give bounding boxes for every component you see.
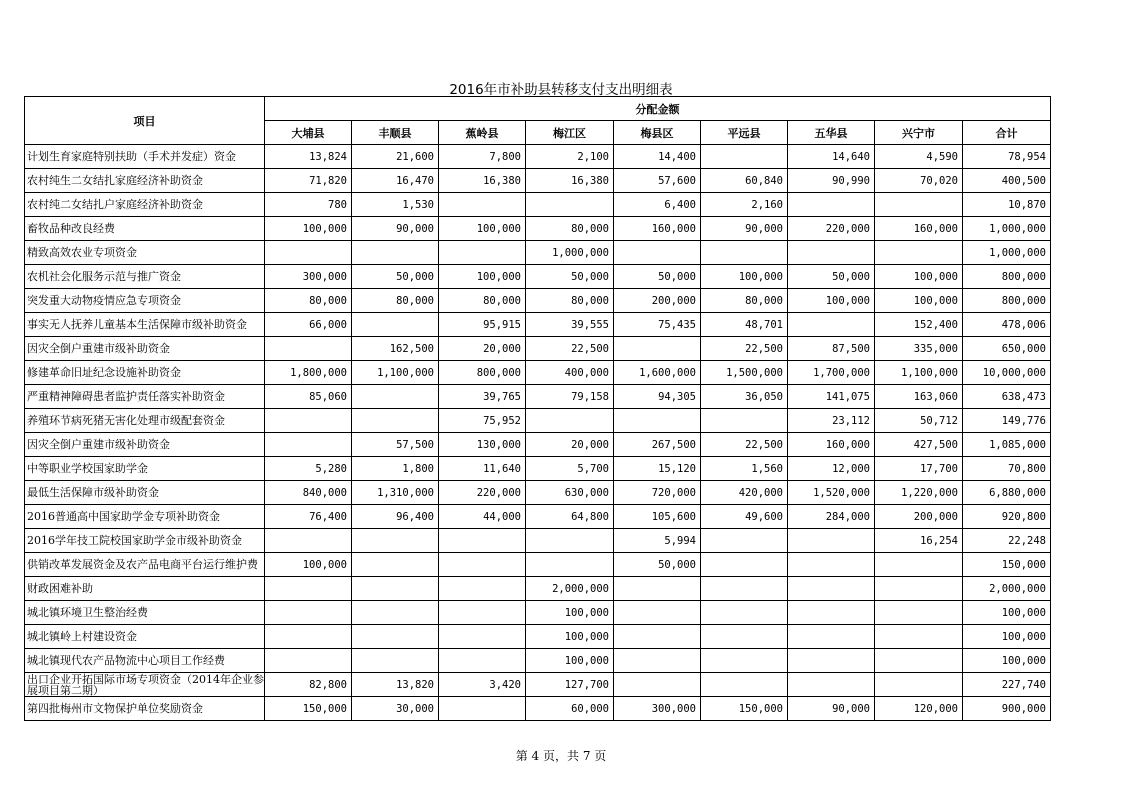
amount-cell: 400,500 <box>963 169 1051 193</box>
amount-cell <box>788 313 875 337</box>
amount-cell <box>701 577 788 601</box>
amount-cell: 100,000 <box>875 265 963 289</box>
amount-cell: 284,000 <box>788 505 875 529</box>
amount-cell: 80,000 <box>265 289 352 313</box>
row-item-name: 农村纯生二女结扎家庭经济补助资金 <box>25 169 265 193</box>
amount-cell: 15,120 <box>614 457 701 481</box>
amount-cell <box>875 601 963 625</box>
amount-cell <box>701 529 788 553</box>
amount-cell <box>439 553 526 577</box>
amount-cell: 75,952 <box>439 409 526 433</box>
amount-cell: 2,100 <box>526 145 614 169</box>
amount-cell: 1,800,000 <box>265 361 352 385</box>
amount-cell: 5,994 <box>614 529 701 553</box>
page-title: 2016年市补助县转移支付支出明细表 <box>449 82 673 98</box>
amount-cell: 127,700 <box>526 673 614 697</box>
table-row <box>25 673 1051 697</box>
amount-cell: 39,765 <box>439 385 526 409</box>
table-row <box>25 625 1051 649</box>
column-header: 兴宁市 <box>875 121 963 145</box>
amount-cell: 900,000 <box>963 697 1051 721</box>
table-row <box>25 289 1051 313</box>
row-item-name: 事实无人抚养儿童基本生活保障市级补助资金 <box>25 313 265 337</box>
amount-cell <box>439 193 526 217</box>
amount-cell: 1,600,000 <box>614 361 701 385</box>
table-row <box>25 457 1051 481</box>
amount-cell: 105,600 <box>614 505 701 529</box>
amount-cell <box>875 193 963 217</box>
amount-cell <box>439 625 526 649</box>
amount-cell: 100,000 <box>701 265 788 289</box>
amount-cell: 100,000 <box>439 265 526 289</box>
row-item-name: 中等职业学校国家助学金 <box>25 457 265 481</box>
table-row <box>25 313 1051 337</box>
table-row <box>25 481 1051 505</box>
amount-cell: 48,701 <box>701 313 788 337</box>
amount-cell: 50,000 <box>526 265 614 289</box>
table-row <box>25 145 1051 169</box>
amount-cell: 100,000 <box>963 625 1051 649</box>
amount-cell: 335,000 <box>875 337 963 361</box>
amount-cell: 1,700,000 <box>788 361 875 385</box>
amount-cell <box>875 625 963 649</box>
column-header: 蕉岭县 <box>439 121 526 145</box>
table-row <box>25 577 1051 601</box>
amount-cell: 22,248 <box>963 529 1051 553</box>
amount-cell <box>875 553 963 577</box>
amount-cell <box>701 553 788 577</box>
row-item-name: 农村纯二女结扎户家庭经济补助资金 <box>25 193 265 217</box>
column-header: 五华县 <box>788 121 875 145</box>
amount-cell: 70,020 <box>875 169 963 193</box>
table-row <box>25 505 1051 529</box>
row-item-name: 财政困难补助 <box>25 577 265 601</box>
amount-cell <box>526 529 614 553</box>
amount-cell: 7,800 <box>439 145 526 169</box>
row-item-name: 出口企业开拓国际市场专项资金（2014年企业参展项目第二期） <box>25 673 265 697</box>
amount-cell: 95,915 <box>439 313 526 337</box>
amount-cell: 1,520,000 <box>788 481 875 505</box>
amount-cell: 50,000 <box>614 265 701 289</box>
amount-cell: 100,000 <box>526 625 614 649</box>
amount-cell: 80,000 <box>352 289 439 313</box>
amount-cell: 1,000,000 <box>526 241 614 265</box>
row-item-name: 2016普通高中国家助学金专项补助资金 <box>25 505 265 529</box>
amount-cell: 22,500 <box>701 433 788 457</box>
amount-cell: 16,380 <box>439 169 526 193</box>
amount-cell <box>352 529 439 553</box>
amount-cell <box>614 649 701 673</box>
amount-cell: 16,470 <box>352 169 439 193</box>
amount-cell <box>439 529 526 553</box>
amount-cell: 76,400 <box>265 505 352 529</box>
amount-cell: 100,000 <box>526 601 614 625</box>
amount-cell: 160,000 <box>614 217 701 241</box>
amount-cell <box>352 601 439 625</box>
amount-cell: 30,000 <box>352 697 439 721</box>
amount-cell: 12,000 <box>788 457 875 481</box>
table-row <box>25 337 1051 361</box>
amount-cell <box>614 241 701 265</box>
amount-cell: 49,600 <box>701 505 788 529</box>
allocation-header: 分配金额 <box>265 97 1051 121</box>
amount-cell <box>439 697 526 721</box>
amount-cell: 2,160 <box>701 193 788 217</box>
row-item-name: 计划生育家庭特别扶助（手术并发症）资金 <box>25 145 265 169</box>
amount-cell <box>439 577 526 601</box>
table-row <box>25 697 1051 721</box>
row-item-name: 城北镇现代农产品物流中心项目工作经费 <box>25 649 265 673</box>
amount-cell: 90,000 <box>788 697 875 721</box>
amount-cell: 780 <box>265 193 352 217</box>
amount-cell: 800,000 <box>963 289 1051 313</box>
amount-cell <box>875 241 963 265</box>
amount-cell: 90,990 <box>788 169 875 193</box>
amount-cell: 75,435 <box>614 313 701 337</box>
amount-cell: 120,000 <box>875 697 963 721</box>
amount-cell: 36,050 <box>701 385 788 409</box>
amount-cell: 80,000 <box>439 289 526 313</box>
amount-cell: 427,500 <box>875 433 963 457</box>
table-row <box>25 217 1051 241</box>
row-item-name: 严重精神障碍患者监护责任落实补助资金 <box>25 385 265 409</box>
amount-cell: 267,500 <box>614 433 701 457</box>
amount-cell <box>265 601 352 625</box>
amount-cell: 64,800 <box>526 505 614 529</box>
amount-cell <box>526 553 614 577</box>
row-item-name: 最低生活保障市级补助资金 <box>25 481 265 505</box>
amount-cell <box>352 577 439 601</box>
amount-cell <box>352 625 439 649</box>
amount-cell: 50,000 <box>614 553 701 577</box>
amount-cell <box>265 577 352 601</box>
table-row <box>25 409 1051 433</box>
amount-cell: 14,640 <box>788 145 875 169</box>
amount-cell <box>788 553 875 577</box>
column-header: 合计 <box>963 121 1051 145</box>
amount-cell: 5,280 <box>265 457 352 481</box>
amount-cell: 78,954 <box>963 145 1051 169</box>
table-row <box>25 601 1051 625</box>
amount-cell <box>614 625 701 649</box>
amount-cell <box>439 241 526 265</box>
amount-cell: 90,000 <box>352 217 439 241</box>
row-item-name: 供销改革发展资金及农产品电商平台运行维护费 <box>25 553 265 577</box>
detail-table <box>24 96 1051 721</box>
amount-cell: 39,555 <box>526 313 614 337</box>
amount-cell: 21,600 <box>352 145 439 169</box>
amount-cell: 60,000 <box>526 697 614 721</box>
table-row <box>25 529 1051 553</box>
amount-cell: 840,000 <box>265 481 352 505</box>
row-item-name: 因灾全倒户重建市级补助资金 <box>25 337 265 361</box>
amount-cell: 14,400 <box>614 145 701 169</box>
row-item-name: 第四批梅州市文物保护单位奖励资金 <box>25 697 265 721</box>
amount-cell: 227,740 <box>963 673 1051 697</box>
amount-cell: 87,500 <box>788 337 875 361</box>
amount-cell: 100,000 <box>963 601 1051 625</box>
amount-cell <box>265 337 352 361</box>
row-item-name: 养殖环节病死猪无害化处理市级配套资金 <box>25 409 265 433</box>
amount-cell <box>439 649 526 673</box>
amount-cell <box>614 337 701 361</box>
row-item-name: 2016学年技工院校国家助学金市级补助资金 <box>25 529 265 553</box>
table-row <box>25 649 1051 673</box>
amount-cell: 1,100,000 <box>875 361 963 385</box>
amount-cell: 20,000 <box>439 337 526 361</box>
amount-cell: 1,085,000 <box>963 433 1051 457</box>
amount-cell: 200,000 <box>614 289 701 313</box>
amount-cell: 150,000 <box>701 697 788 721</box>
amount-cell: 57,500 <box>352 433 439 457</box>
amount-cell: 50,000 <box>352 265 439 289</box>
amount-cell <box>875 577 963 601</box>
amount-cell: 50,712 <box>875 409 963 433</box>
amount-cell <box>701 625 788 649</box>
amount-cell: 16,254 <box>875 529 963 553</box>
amount-cell: 220,000 <box>439 481 526 505</box>
amount-cell <box>265 433 352 457</box>
amount-cell: 96,400 <box>352 505 439 529</box>
table-row <box>25 193 1051 217</box>
amount-cell: 162,500 <box>352 337 439 361</box>
amount-cell: 720,000 <box>614 481 701 505</box>
table-row <box>25 553 1051 577</box>
amount-cell: 152,400 <box>875 313 963 337</box>
amount-cell: 400,000 <box>526 361 614 385</box>
table-row <box>25 433 1051 457</box>
amount-cell: 1,000,000 <box>963 241 1051 265</box>
amount-cell <box>788 577 875 601</box>
column-header: 平远县 <box>701 121 788 145</box>
amount-cell: 80,000 <box>701 289 788 313</box>
row-item-name: 农机社会化服务示范与推广资金 <box>25 265 265 289</box>
amount-cell: 13,824 <box>265 145 352 169</box>
amount-cell: 2,000,000 <box>526 577 614 601</box>
amount-cell: 1,220,000 <box>875 481 963 505</box>
amount-cell: 100,000 <box>439 217 526 241</box>
amount-cell: 2,000,000 <box>963 577 1051 601</box>
amount-cell <box>788 241 875 265</box>
amount-cell: 20,000 <box>526 433 614 457</box>
amount-cell <box>526 409 614 433</box>
amount-cell: 5,700 <box>526 457 614 481</box>
amount-cell: 100,000 <box>788 289 875 313</box>
amount-cell <box>352 409 439 433</box>
amount-cell: 100,000 <box>963 649 1051 673</box>
amount-cell <box>614 673 701 697</box>
page-footer: 第 4 页，共 7 页 <box>515 749 607 763</box>
amount-cell: 23,112 <box>788 409 875 433</box>
amount-cell: 79,158 <box>526 385 614 409</box>
table-row <box>25 361 1051 385</box>
amount-cell: 71,820 <box>265 169 352 193</box>
amount-cell <box>352 649 439 673</box>
table-row <box>25 169 1051 193</box>
amount-cell: 66,000 <box>265 313 352 337</box>
amount-cell: 1,530 <box>352 193 439 217</box>
row-item-name: 城北镇环境卫生整治经费 <box>25 601 265 625</box>
amount-cell <box>352 553 439 577</box>
amount-cell: 141,075 <box>788 385 875 409</box>
amount-cell <box>701 673 788 697</box>
amount-cell: 60,840 <box>701 169 788 193</box>
amount-cell: 149,776 <box>963 409 1051 433</box>
amount-cell: 630,000 <box>526 481 614 505</box>
table-row <box>25 385 1051 409</box>
amount-cell: 160,000 <box>875 217 963 241</box>
amount-cell: 6,880,000 <box>963 481 1051 505</box>
amount-cell <box>352 241 439 265</box>
amount-cell <box>701 241 788 265</box>
amount-cell: 94,305 <box>614 385 701 409</box>
amount-cell: 1,100,000 <box>352 361 439 385</box>
amount-cell <box>701 145 788 169</box>
amount-cell <box>352 313 439 337</box>
amount-cell: 4,590 <box>875 145 963 169</box>
amount-cell: 16,380 <box>526 169 614 193</box>
amount-cell: 17,700 <box>875 457 963 481</box>
amount-cell: 22,500 <box>701 337 788 361</box>
amount-cell <box>265 241 352 265</box>
amount-cell: 57,600 <box>614 169 701 193</box>
amount-cell: 70,800 <box>963 457 1051 481</box>
amount-cell: 1,310,000 <box>352 481 439 505</box>
column-header: 丰顺县 <box>352 121 439 145</box>
amount-cell: 1,800 <box>352 457 439 481</box>
amount-cell: 150,000 <box>265 697 352 721</box>
amount-cell: 10,000,000 <box>963 361 1051 385</box>
row-item-name: 城北镇岭上村建设资金 <box>25 625 265 649</box>
amount-cell <box>439 601 526 625</box>
amount-cell: 90,000 <box>701 217 788 241</box>
table-row <box>25 241 1051 265</box>
amount-cell <box>788 625 875 649</box>
amount-cell: 163,060 <box>875 385 963 409</box>
amount-cell <box>701 409 788 433</box>
amount-cell <box>788 649 875 673</box>
amount-cell <box>614 577 701 601</box>
amount-cell <box>701 601 788 625</box>
column-header: 梅江区 <box>526 121 614 145</box>
amount-cell: 800,000 <box>439 361 526 385</box>
amount-cell: 100,000 <box>875 289 963 313</box>
amount-cell: 80,000 <box>526 217 614 241</box>
amount-cell <box>875 649 963 673</box>
amount-cell: 100,000 <box>526 649 614 673</box>
amount-cell: 160,000 <box>788 433 875 457</box>
amount-cell: 85,060 <box>265 385 352 409</box>
amount-cell <box>526 193 614 217</box>
amount-cell <box>265 649 352 673</box>
amount-cell <box>875 673 963 697</box>
item-header: 项目 <box>25 97 265 145</box>
amount-cell <box>788 601 875 625</box>
amount-cell: 82,800 <box>265 673 352 697</box>
amount-cell: 420,000 <box>701 481 788 505</box>
amount-cell: 1,500,000 <box>701 361 788 385</box>
row-item-name: 修建革命旧址纪念设施补助资金 <box>25 361 265 385</box>
amount-cell: 100,000 <box>265 553 352 577</box>
amount-cell: 100,000 <box>265 217 352 241</box>
amount-cell: 920,800 <box>963 505 1051 529</box>
amount-cell: 6,400 <box>614 193 701 217</box>
amount-cell: 13,820 <box>352 673 439 697</box>
amount-cell <box>788 673 875 697</box>
amount-cell <box>614 601 701 625</box>
amount-cell: 130,000 <box>439 433 526 457</box>
amount-cell <box>701 649 788 673</box>
column-header: 大埔县 <box>265 121 352 145</box>
row-item-name: 精致高效农业专项资金 <box>25 241 265 265</box>
amount-cell: 478,006 <box>963 313 1051 337</box>
amount-cell: 44,000 <box>439 505 526 529</box>
amount-cell: 300,000 <box>265 265 352 289</box>
amount-cell: 11,640 <box>439 457 526 481</box>
amount-cell <box>265 409 352 433</box>
amount-cell: 10,870 <box>963 193 1051 217</box>
column-header: 梅县区 <box>614 121 701 145</box>
amount-cell: 300,000 <box>614 697 701 721</box>
amount-cell <box>788 529 875 553</box>
amount-cell <box>265 625 352 649</box>
amount-cell: 22,500 <box>526 337 614 361</box>
amount-cell: 1,560 <box>701 457 788 481</box>
row-item-name: 突发重大动物疫情应急专项资金 <box>25 289 265 313</box>
row-item-name: 畜牧品种改良经费 <box>25 217 265 241</box>
amount-cell: 50,000 <box>788 265 875 289</box>
amount-cell: 150,000 <box>963 553 1051 577</box>
amount-cell <box>788 193 875 217</box>
amount-cell: 650,000 <box>963 337 1051 361</box>
amount-cell: 800,000 <box>963 265 1051 289</box>
row-item-name: 因灾全倒户重建市级补助资金 <box>25 433 265 457</box>
amount-cell: 200,000 <box>875 505 963 529</box>
table-row <box>25 265 1051 289</box>
amount-cell <box>352 385 439 409</box>
amount-cell: 80,000 <box>526 289 614 313</box>
amount-cell: 1,000,000 <box>963 217 1051 241</box>
amount-cell <box>614 409 701 433</box>
amount-cell: 638,473 <box>963 385 1051 409</box>
amount-cell: 220,000 <box>788 217 875 241</box>
amount-cell <box>265 529 352 553</box>
amount-cell: 3,420 <box>439 673 526 697</box>
